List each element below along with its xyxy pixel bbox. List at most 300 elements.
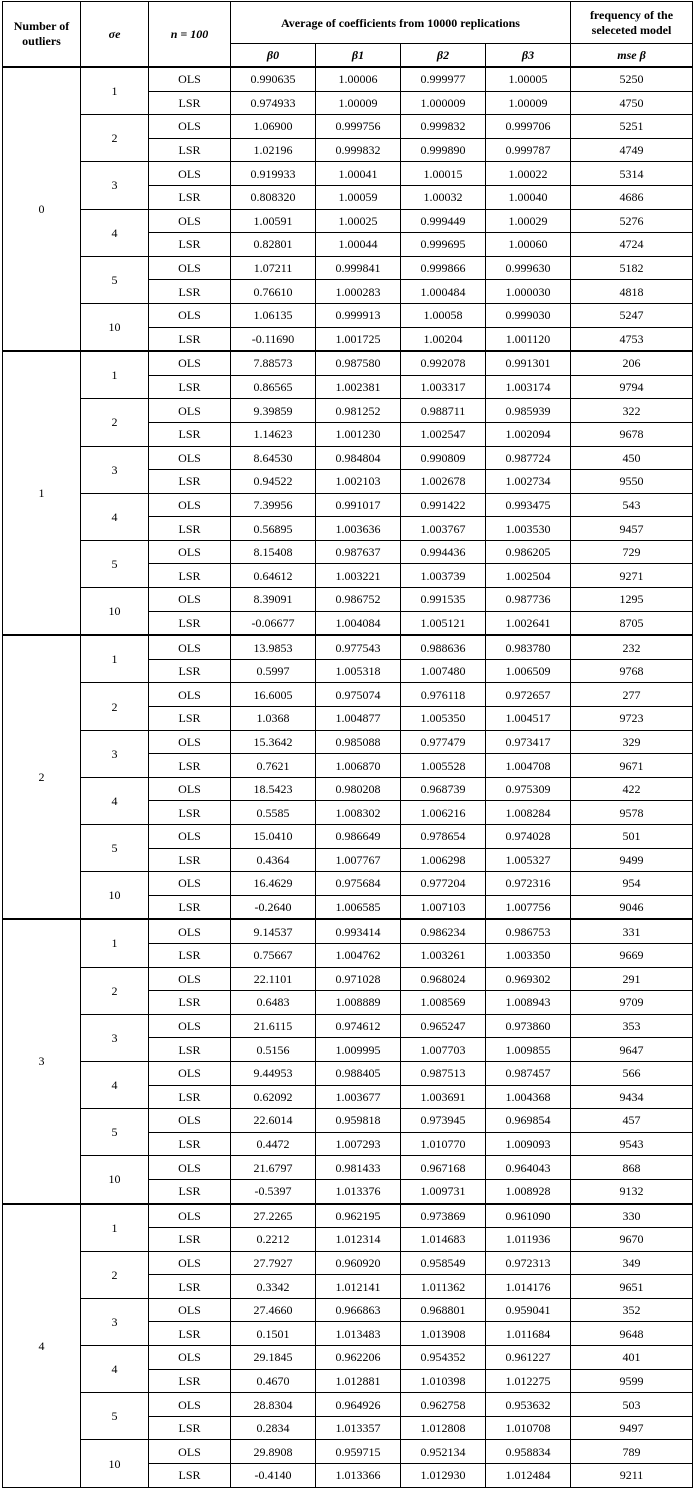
- beta0-cell: 1.07211: [231, 256, 316, 280]
- beta1-cell: 0.960920: [316, 1251, 401, 1275]
- beta0-cell: 0.2212: [231, 1228, 316, 1252]
- frequency-cell: 789: [571, 1440, 693, 1464]
- beta1-cell: 0.962195: [316, 1204, 401, 1228]
- beta3-cell: 1.000030: [486, 280, 571, 304]
- frequency-cell: 291: [571, 967, 693, 991]
- beta0-cell: 16.6005: [231, 683, 316, 707]
- beta0-cell: 27.4660: [231, 1298, 316, 1322]
- beta3-cell: 1.008928: [486, 1179, 571, 1203]
- beta2-cell: 1.003739: [401, 564, 486, 588]
- sigma-cell: 1: [81, 919, 149, 967]
- beta2-cell: 0.987513: [401, 1061, 486, 1085]
- beta3-cell: 0.999630: [486, 256, 571, 280]
- beta2-cell: 1.005121: [401, 611, 486, 635]
- method-cell: OLS: [149, 540, 231, 564]
- beta0-cell: 1.0368: [231, 707, 316, 731]
- table-row: [3, 1014, 693, 1038]
- table-body: [3, 67, 693, 1487]
- beta2-cell: 0.986234: [401, 919, 486, 943]
- header-frequency: frequency of the seleceted model: [571, 2, 693, 44]
- sigma-cell: 3: [81, 1298, 149, 1345]
- beta1-cell: 1.003636: [316, 517, 401, 541]
- beta2-cell: 0.977479: [401, 730, 486, 754]
- beta3-cell: 0.991301: [486, 351, 571, 375]
- beta2-cell: 0.990809: [401, 446, 486, 470]
- beta2-cell: 0.977204: [401, 872, 486, 896]
- beta0-cell: 8.39091: [231, 588, 316, 612]
- beta1-cell: 1.00044: [316, 233, 401, 257]
- beta2-cell: 0.978654: [401, 825, 486, 849]
- frequency-cell: 9678: [571, 422, 693, 446]
- method-cell: OLS: [149, 256, 231, 280]
- frequency-cell: 9132: [571, 1179, 693, 1203]
- beta1-cell: 0.975074: [316, 683, 401, 707]
- beta3-cell: 0.973417: [486, 730, 571, 754]
- beta3-cell: 0.961227: [486, 1346, 571, 1370]
- frequency-cell: 9670: [571, 1228, 693, 1252]
- beta2-cell: 0.968739: [401, 777, 486, 801]
- frequency-cell: 729: [571, 540, 693, 564]
- beta0-cell: 9.14537: [231, 919, 316, 943]
- beta0-cell: 27.7927: [231, 1251, 316, 1275]
- method-cell: OLS: [149, 115, 231, 139]
- method-cell: LSR: [149, 754, 231, 778]
- beta0-cell: 15.3642: [231, 730, 316, 754]
- beta0-cell: 0.75667: [231, 943, 316, 967]
- beta2-cell: 0.988636: [401, 635, 486, 659]
- beta2-cell: 0.952134: [401, 1440, 486, 1464]
- table-row: [3, 1393, 693, 1417]
- beta0-cell: 1.00591: [231, 209, 316, 233]
- beta1-cell: 1.012141: [316, 1275, 401, 1299]
- method-cell: OLS: [149, 777, 231, 801]
- beta3-cell: 0.972313: [486, 1251, 571, 1275]
- method-cell: LSR: [149, 375, 231, 399]
- beta1-cell: 0.999832: [316, 138, 401, 162]
- beta1-cell: 0.964926: [316, 1393, 401, 1417]
- beta2-cell: 0.999832: [401, 115, 486, 139]
- beta2-cell: 1.013908: [401, 1322, 486, 1346]
- method-cell: LSR: [149, 611, 231, 635]
- beta2-cell: 1.000484: [401, 280, 486, 304]
- beta3-cell: 1.006509: [486, 659, 571, 683]
- table-row: [3, 303, 693, 327]
- method-cell: OLS: [149, 493, 231, 517]
- beta2-cell: 1.006298: [401, 848, 486, 872]
- sigma-cell: 5: [81, 825, 149, 872]
- beta3-cell: 1.012275: [486, 1369, 571, 1393]
- beta3-cell: 0.983780: [486, 635, 571, 659]
- sigma-cell: 5: [81, 1393, 149, 1440]
- method-cell: OLS: [149, 446, 231, 470]
- beta0-cell: 0.5156: [231, 1038, 316, 1062]
- table-row: [3, 1251, 693, 1275]
- frequency-cell: 232: [571, 635, 693, 659]
- beta3-cell: 1.009093: [486, 1132, 571, 1156]
- beta3-cell: 0.975309: [486, 777, 571, 801]
- beta2-cell: 1.005528: [401, 754, 486, 778]
- method-cell: LSR: [149, 327, 231, 351]
- beta2-cell: 1.002547: [401, 422, 486, 446]
- method-cell: OLS: [149, 588, 231, 612]
- beta0-cell: 0.6483: [231, 991, 316, 1015]
- beta3-cell: 1.004708: [486, 754, 571, 778]
- beta3-cell: 1.00005: [486, 67, 571, 91]
- beta3-cell: 1.002734: [486, 470, 571, 494]
- sigma-cell: 1: [81, 1204, 149, 1252]
- beta1-cell: 1.003221: [316, 564, 401, 588]
- beta0-cell: 9.39859: [231, 399, 316, 423]
- beta0-cell: 18.5423: [231, 777, 316, 801]
- table-row: [3, 1204, 693, 1228]
- beta2-cell: 1.00032: [401, 185, 486, 209]
- beta3-cell: 0.969302: [486, 967, 571, 991]
- sigma-cell: 4: [81, 493, 149, 540]
- frequency-cell: 9434: [571, 1085, 693, 1109]
- frequency-cell: 5276: [571, 209, 693, 233]
- table-row: [3, 256, 693, 280]
- method-cell: LSR: [149, 991, 231, 1015]
- outliers-cell: 4: [3, 1204, 81, 1488]
- beta1-cell: 0.999756: [316, 115, 401, 139]
- beta3-cell: 1.001120: [486, 327, 571, 351]
- method-cell: OLS: [149, 303, 231, 327]
- method-cell: LSR: [149, 1085, 231, 1109]
- table-row: [3, 399, 693, 423]
- frequency-cell: 954: [571, 872, 693, 896]
- beta2-cell: 1.003767: [401, 517, 486, 541]
- beta0-cell: 0.3342: [231, 1275, 316, 1299]
- beta0-cell: 0.7621: [231, 754, 316, 778]
- method-cell: LSR: [149, 422, 231, 446]
- frequency-cell: 9599: [571, 1369, 693, 1393]
- beta3-cell: 1.004517: [486, 707, 571, 731]
- frequency-cell: 352: [571, 1298, 693, 1322]
- method-cell: OLS: [149, 683, 231, 707]
- beta3-cell: 1.007756: [486, 895, 571, 919]
- beta3-cell: 1.010708: [486, 1416, 571, 1440]
- beta1-cell: 1.012881: [316, 1369, 401, 1393]
- frequency-cell: 9046: [571, 895, 693, 919]
- beta3-cell: 1.008943: [486, 991, 571, 1015]
- sigma-cell: 5: [81, 1109, 149, 1156]
- beta1-cell: 1.008889: [316, 991, 401, 1015]
- method-cell: OLS: [149, 1061, 231, 1085]
- beta2-cell: 1.009731: [401, 1179, 486, 1203]
- beta1-cell: 1.013357: [316, 1416, 401, 1440]
- header-sample-size: n = 100: [149, 2, 231, 68]
- method-cell: LSR: [149, 138, 231, 162]
- beta3-cell: 0.974028: [486, 825, 571, 849]
- beta2-cell: 0.999977: [401, 67, 486, 91]
- beta2-cell: 0.994436: [401, 540, 486, 564]
- frequency-cell: 503: [571, 1393, 693, 1417]
- method-cell: OLS: [149, 1109, 231, 1133]
- frequency-cell: 9457: [571, 517, 693, 541]
- beta3-cell: 1.00009: [486, 91, 571, 115]
- table-row: [3, 1346, 693, 1370]
- beta0-cell: 8.15408: [231, 540, 316, 564]
- beta1-cell: 0.974612: [316, 1014, 401, 1038]
- table-row: [3, 446, 693, 470]
- frequency-cell: 450: [571, 446, 693, 470]
- frequency-cell: 9651: [571, 1275, 693, 1299]
- frequency-cell: 277: [571, 683, 693, 707]
- table-row: [3, 730, 693, 754]
- beta1-cell: 0.987580: [316, 351, 401, 375]
- frequency-cell: 331: [571, 919, 693, 943]
- beta2-cell: 1.010398: [401, 1369, 486, 1393]
- frequency-cell: 9497: [571, 1416, 693, 1440]
- method-cell: LSR: [149, 707, 231, 731]
- method-cell: LSR: [149, 1275, 231, 1299]
- beta0-cell: -0.2640: [231, 895, 316, 919]
- sigma-cell: 10: [81, 1440, 149, 1487]
- beta1-cell: 1.004762: [316, 943, 401, 967]
- beta3-cell: 0.999706: [486, 115, 571, 139]
- frequency-cell: 422: [571, 777, 693, 801]
- beta2-cell: 0.965247: [401, 1014, 486, 1038]
- beta3-cell: 1.009855: [486, 1038, 571, 1062]
- beta1-cell: 0.999841: [316, 256, 401, 280]
- beta2-cell: 0.973869: [401, 1204, 486, 1228]
- beta0-cell: -0.11690: [231, 327, 316, 351]
- beta2-cell: 0.954352: [401, 1346, 486, 1370]
- frequency-cell: 353: [571, 1014, 693, 1038]
- method-cell: LSR: [149, 1416, 231, 1440]
- beta1-cell: 1.004084: [316, 611, 401, 635]
- table-row: [3, 493, 693, 517]
- frequency-cell: 322: [571, 399, 693, 423]
- beta1-cell: 1.00041: [316, 162, 401, 186]
- sigma-cell: 4: [81, 1061, 149, 1108]
- header-mse-beta: mse β: [571, 44, 693, 68]
- sigma-cell: 10: [81, 303, 149, 351]
- beta1-cell: 0.993414: [316, 919, 401, 943]
- method-cell: LSR: [149, 233, 231, 257]
- table-row: [3, 67, 693, 91]
- beta3-cell: 1.011684: [486, 1322, 571, 1346]
- beta1-cell: 0.987637: [316, 540, 401, 564]
- frequency-cell: 566: [571, 1061, 693, 1085]
- beta2-cell: 1.010770: [401, 1132, 486, 1156]
- beta3-cell: 1.002094: [486, 422, 571, 446]
- header-average-coefficients: Average of coefficients from 10000 replications: [231, 2, 571, 44]
- beta2-cell: 1.012808: [401, 1416, 486, 1440]
- sigma-cell: 4: [81, 209, 149, 256]
- method-cell: LSR: [149, 943, 231, 967]
- beta2-cell: 0.968024: [401, 967, 486, 991]
- beta2-cell: 1.00015: [401, 162, 486, 186]
- frequency-cell: 4749: [571, 138, 693, 162]
- outliers-cell: 2: [3, 635, 81, 919]
- beta3-cell: 0.973860: [486, 1014, 571, 1038]
- beta2-cell: 1.002678: [401, 470, 486, 494]
- beta0-cell: 0.990635: [231, 67, 316, 91]
- beta1-cell: 1.00025: [316, 209, 401, 233]
- beta3-cell: 0.958834: [486, 1440, 571, 1464]
- frequency-cell: 9543: [571, 1132, 693, 1156]
- beta3-cell: 1.012484: [486, 1464, 571, 1488]
- table-row: [3, 209, 693, 233]
- sigma-cell: 10: [81, 588, 149, 636]
- method-cell: OLS: [149, 635, 231, 659]
- beta0-cell: 28.8304: [231, 1393, 316, 1417]
- beta1-cell: 1.006870: [316, 754, 401, 778]
- frequency-cell: 9271: [571, 564, 693, 588]
- table-row: [3, 540, 693, 564]
- table-row: [3, 825, 693, 849]
- beta1-cell: 0.959818: [316, 1109, 401, 1133]
- frequency-cell: 9648: [571, 1322, 693, 1346]
- method-cell: LSR: [149, 517, 231, 541]
- beta2-cell: 1.006216: [401, 801, 486, 825]
- beta1-cell: 0.986649: [316, 825, 401, 849]
- beta2-cell: 1.011362: [401, 1275, 486, 1299]
- beta1-cell: 1.013483: [316, 1322, 401, 1346]
- beta1-cell: 1.007293: [316, 1132, 401, 1156]
- sigma-cell: 3: [81, 730, 149, 777]
- frequency-cell: 868: [571, 1156, 693, 1180]
- beta0-cell: 0.919933: [231, 162, 316, 186]
- beta3-cell: 1.008284: [486, 801, 571, 825]
- beta2-cell: 0.962758: [401, 1393, 486, 1417]
- table-row: [3, 1109, 693, 1133]
- method-cell: LSR: [149, 1228, 231, 1252]
- frequency-cell: 5247: [571, 303, 693, 327]
- sigma-cell: 2: [81, 1251, 149, 1298]
- beta0-cell: 0.5997: [231, 659, 316, 683]
- table-row: [3, 919, 693, 943]
- sigma-cell: 10: [81, 1156, 149, 1204]
- method-cell: OLS: [149, 1298, 231, 1322]
- beta1-cell: 1.012314: [316, 1228, 401, 1252]
- beta2-cell: 0.992078: [401, 351, 486, 375]
- header-number-of-outliers: Number of outliers: [3, 2, 81, 68]
- frequency-cell: 206: [571, 351, 693, 375]
- beta0-cell: 0.64612: [231, 564, 316, 588]
- outliers-cell: 0: [3, 67, 81, 351]
- beta2-cell: 1.000009: [401, 91, 486, 115]
- header-beta3: β3: [486, 44, 571, 68]
- beta2-cell: 1.00204: [401, 327, 486, 351]
- sigma-cell: 5: [81, 256, 149, 303]
- frequency-cell: 330: [571, 1204, 693, 1228]
- sigma-cell: 5: [81, 540, 149, 587]
- method-cell: OLS: [149, 1014, 231, 1038]
- beta3-cell: 0.987736: [486, 588, 571, 612]
- beta3-cell: 1.003530: [486, 517, 571, 541]
- beta2-cell: 0.991422: [401, 493, 486, 517]
- method-cell: OLS: [149, 1393, 231, 1417]
- sigma-cell: 10: [81, 872, 149, 920]
- beta3-cell: 0.986205: [486, 540, 571, 564]
- beta0-cell: 0.4670: [231, 1369, 316, 1393]
- method-cell: OLS: [149, 1156, 231, 1180]
- beta0-cell: 29.8908: [231, 1440, 316, 1464]
- table-row: [3, 777, 693, 801]
- beta0-cell: 0.2834: [231, 1416, 316, 1440]
- beta0-cell: 0.82801: [231, 233, 316, 257]
- frequency-cell: 9550: [571, 470, 693, 494]
- frequency-cell: 5182: [571, 256, 693, 280]
- sigma-cell: 3: [81, 162, 149, 209]
- beta0-cell: 27.2265: [231, 1204, 316, 1228]
- beta2-cell: 1.007703: [401, 1038, 486, 1062]
- method-cell: LSR: [149, 564, 231, 588]
- beta0-cell: 0.76610: [231, 280, 316, 304]
- beta1-cell: 1.005318: [316, 659, 401, 683]
- beta2-cell: 0.958549: [401, 1251, 486, 1275]
- table-row: [3, 872, 693, 896]
- header-sigma: σe: [81, 2, 149, 68]
- beta3-cell: 1.003174: [486, 375, 571, 399]
- frequency-cell: 457: [571, 1109, 693, 1133]
- beta1-cell: 1.009995: [316, 1038, 401, 1062]
- beta3-cell: 0.972316: [486, 872, 571, 896]
- beta3-cell: 1.00022: [486, 162, 571, 186]
- beta3-cell: 1.002641: [486, 611, 571, 635]
- frequency-cell: 9723: [571, 707, 693, 731]
- table-row: [3, 162, 693, 186]
- beta1-cell: 0.962206: [316, 1346, 401, 1370]
- beta1-cell: 1.007767: [316, 848, 401, 872]
- beta0-cell: -0.06677: [231, 611, 316, 635]
- beta3-cell: 0.999787: [486, 138, 571, 162]
- beta0-cell: 1.06900: [231, 115, 316, 139]
- beta2-cell: 0.976118: [401, 683, 486, 707]
- method-cell: LSR: [149, 895, 231, 919]
- method-cell: LSR: [149, 1179, 231, 1203]
- beta1-cell: 0.999913: [316, 303, 401, 327]
- beta1-cell: 1.000283: [316, 280, 401, 304]
- method-cell: OLS: [149, 209, 231, 233]
- frequency-cell: 5251: [571, 115, 693, 139]
- beta0-cell: 29.1845: [231, 1346, 316, 1370]
- beta1-cell: 0.986752: [316, 588, 401, 612]
- beta2-cell: 1.003691: [401, 1085, 486, 1109]
- beta3-cell: 1.011936: [486, 1228, 571, 1252]
- method-cell: LSR: [149, 1038, 231, 1062]
- beta3-cell: 0.987724: [486, 446, 571, 470]
- frequency-cell: 401: [571, 1346, 693, 1370]
- sigma-cell: 2: [81, 683, 149, 730]
- beta0-cell: 8.64530: [231, 446, 316, 470]
- outliers-cell: 1: [3, 351, 81, 635]
- beta3-cell: 1.014176: [486, 1275, 571, 1299]
- sigma-cell: 4: [81, 777, 149, 824]
- frequency-cell: 4724: [571, 233, 693, 257]
- beta1-cell: 0.985088: [316, 730, 401, 754]
- beta0-cell: 9.44953: [231, 1061, 316, 1085]
- method-cell: LSR: [149, 470, 231, 494]
- beta1-cell: 0.971028: [316, 967, 401, 991]
- method-cell: LSR: [149, 91, 231, 115]
- beta1-cell: 0.980208: [316, 777, 401, 801]
- frequency-cell: 9211: [571, 1464, 693, 1488]
- table-row: [3, 967, 693, 991]
- beta3-cell: 0.999030: [486, 303, 571, 327]
- beta2-cell: 1.005350: [401, 707, 486, 731]
- method-cell: LSR: [149, 659, 231, 683]
- method-cell: LSR: [149, 1322, 231, 1346]
- sigma-cell: 1: [81, 67, 149, 115]
- beta3-cell: 0.985939: [486, 399, 571, 423]
- beta0-cell: -0.5397: [231, 1179, 316, 1203]
- beta3-cell: 0.953632: [486, 1393, 571, 1417]
- method-cell: OLS: [149, 1346, 231, 1370]
- method-cell: LSR: [149, 1132, 231, 1156]
